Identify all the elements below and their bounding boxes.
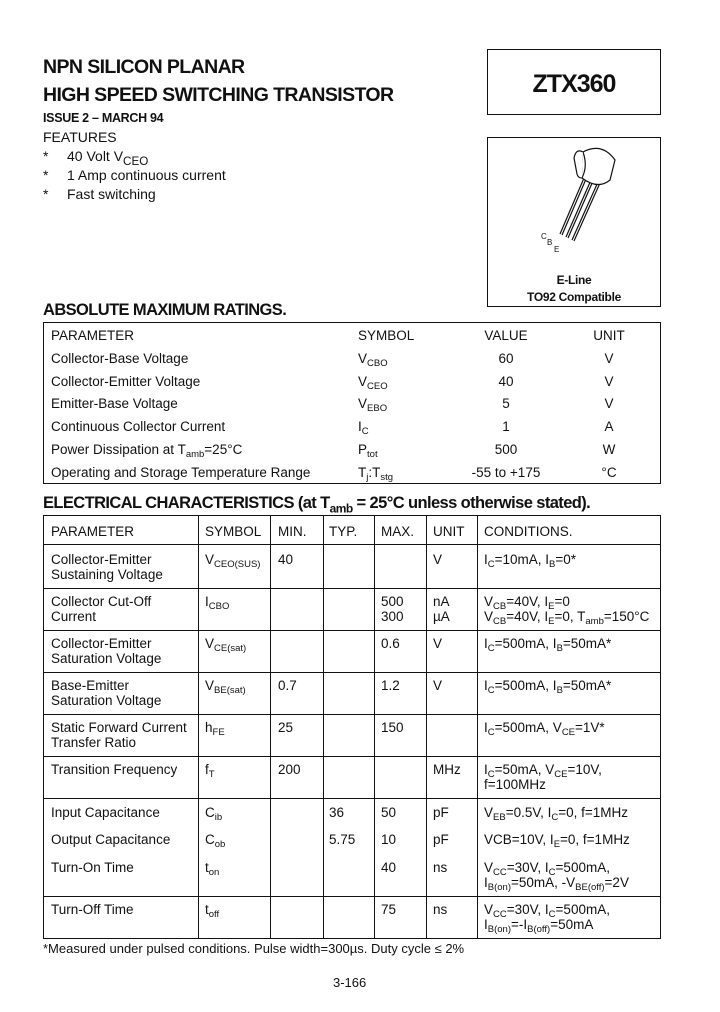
elec-symbol-sub: BE(sat) [214,685,246,696]
abs-param-post: =25°C [204,441,243,457]
elec-condition-line1-text: I [484,678,488,693]
abs-symbol-sub2: stg [380,471,394,483]
abs-symbol-sub: C [361,426,369,438]
elec-condition-line2-text: =-I [511,917,528,932]
elec-column-divider [270,516,271,938]
title-line-2: HIGH SPEED SWITCHING TRANSISTOR [43,84,394,106]
title-line-1: NPN SILICON PLANAR [43,56,245,78]
elec-unit: ns [433,902,448,917]
elec-column-divider [477,516,478,938]
elec-condition-line2-text: I [484,875,488,890]
elec-col-min: MIN. [278,524,307,539]
elec-condition-line1-sub: CE [554,769,568,780]
elec-condition-line1 [484,860,610,878]
abs-value: 40 [498,373,514,389]
feature-text-sub: CEO [123,154,149,168]
abs-symbol [358,441,378,460]
elec-condition-line1 [484,678,612,696]
elec-unit: V [433,636,443,651]
abs-unit: A [604,419,614,435]
abs-symbol [358,464,394,483]
elec-condition-line1-text: I [484,552,488,567]
abs-symbol-main: T [358,464,367,480]
bullet-star: * [43,167,49,183]
elec-row-divider [44,756,660,757]
page-number: 3-166 [333,975,367,990]
elec-condition-line1-sub: B [556,685,563,696]
elec-row-divider [44,672,660,673]
elec-max: 150 [381,720,404,735]
elec-condition-line2-text: =150°C [603,609,650,624]
elec-max: 1.2 [381,678,400,693]
elec-condition-line2-text: =2V [604,875,629,890]
elec-condition-line2 [484,875,629,893]
elec-row-divider [44,798,660,799]
abs-param [51,374,200,389]
abs-symbol-sub: j [366,471,369,483]
elec-condition-line1-sub: C [487,559,495,570]
elec-symbol [205,805,223,823]
elec-symbol-main: V [205,552,215,567]
abs-symbol-mid: :T [368,464,381,480]
elec-condition-line1-sub: CC [493,867,507,878]
elec-column-divider [198,516,199,938]
elec-max: 0.6 [381,636,400,651]
elec-condition-line1-sub: EB [493,812,506,823]
abs-value: 1 [502,419,510,435]
elec-max-2: 300 [381,609,404,624]
elec-condition-line1 [484,594,570,612]
elec-max: 75 [381,902,397,917]
abs-max-heading: ABSOLUTE MAXIMUM RATINGS. [43,301,287,319]
elec-condition-line2-sub: B(off) [527,924,551,935]
elec-symbol [205,678,246,696]
elec-symbol [205,594,230,612]
elec-condition-line1-text: =50mA* [562,636,612,651]
elec-condition-line2-sub: BE(off) [575,882,605,893]
elec-condition-line1-sub: C [487,769,495,780]
elec-condition-line1-text: V [484,860,494,875]
elec-symbol-sub: on [208,867,220,878]
elec-symbol [205,762,215,780]
elec-unit-2: µA [433,609,450,624]
elec-condition-line1-sub: C [548,909,556,920]
elec-condition-line2-text: =0, T [554,609,586,624]
elec-max: 10 [381,832,397,847]
elec-param-line1: Output Capacitance [51,832,171,847]
abs-symbol [358,396,388,415]
pin-label-c: C [541,232,547,241]
elec-symbol-sub: off [208,909,220,920]
elec-unit: V [433,678,443,693]
elec-max: 500 [381,594,404,609]
elec-col-typ: TYP. [329,524,358,539]
abs-param [51,465,310,480]
abs-param-text: Operating and Storage Temperature Range [51,464,311,480]
elec-unit: pF [433,805,449,820]
elec-min: 40 [278,552,294,567]
abs-symbol-sub: tot [367,448,378,460]
elec-param-line1: Collector Cut-Off [51,594,152,609]
abs-col-unit: UNIT [593,328,625,343]
elec-condition-line1-text: =10V, [567,762,602,777]
elec-condition-line1-sub: E [548,601,555,612]
elec-condition-line1-sub: CE [561,727,576,738]
elec-min: 25 [278,720,294,735]
elec-condition-line1-sub: C [487,643,495,654]
features-heading: FEATURES [43,129,117,145]
abs-unit: V [604,373,614,389]
elec-condition-line1 [484,762,602,780]
abs-col-symbol: SYMBOL [358,328,415,343]
abs-param [51,396,178,411]
elec-symbol-main: V [205,636,215,651]
elec-param-line2: Sustaining Voltage [51,567,163,582]
elec-col-unit: UNIT [433,524,465,539]
elec-condition-line1-text: VCB=10V, I [484,832,554,847]
abs-param-sub: amb [185,448,205,460]
elec-condition-line1-text: =500mA, [555,902,610,917]
elec-condition-line2-sub: E [548,616,555,627]
feature-text-main: 40 Volt V [67,148,124,164]
pin-label-b: B [547,238,553,247]
elec-condition-line1-text: =50mA, V [494,762,555,777]
elec-column-divider [323,516,324,938]
elec-param-line2: Saturation Voltage [51,693,162,708]
abs-symbol-main: P [358,441,368,457]
bullet-star: * [43,148,49,164]
elec-condition-line1-text: =0, f=1MHz [558,805,629,820]
elec-typ: 5.75 [329,832,356,847]
abs-unit: W [602,441,616,457]
elec-row-divider [44,714,660,715]
elec-col-max: MAX. [381,524,415,539]
abs-symbol [358,351,388,369]
elec-symbol [205,832,226,850]
elec-condition-line1-text: I [484,720,488,735]
feature-text [67,167,226,183]
elec-condition-line1-text: =30V, I [506,902,549,917]
elec-condition-line1-text: V [484,805,494,820]
package-compat: TO92 Compatible [527,290,621,304]
elec-symbol [205,636,247,654]
feature-text-main: Fast switching [67,186,156,202]
elec-symbol-main: V [205,678,215,693]
elec-condition-line2-text: f=100MHz [484,777,546,792]
elec-unit: nA [433,594,450,609]
abs-param [51,351,188,366]
elec-condition-line1-text: =50mA* [562,678,612,693]
elec-column-divider [426,516,427,938]
elec-unit: pF [433,832,449,847]
abs-param [51,441,243,460]
elec-heading-pre: ELECTRICAL CHARACTERISTICS (at T [43,494,330,512]
package-box [487,137,661,307]
elec-symbol-sub: CBO [208,601,230,612]
elec-condition-line2-sub: B(on) [487,924,511,935]
abs-value: 500 [494,441,518,457]
elec-row-divider [44,588,660,589]
abs-param-text: Emitter-Base Voltage [51,396,178,412]
abs-param-text: Collector-Emitter Voltage [51,373,201,389]
elec-col-symbol: SYMBOL [205,524,262,539]
elec-condition-line1-text: =0, f=1MHz [560,832,630,847]
elec-row-divider [44,630,660,631]
abs-param [51,419,225,434]
elec-condition-line1-sub: C [487,727,495,738]
elec-condition-line1-sub: E [553,839,561,850]
elec-symbol [205,552,261,570]
elec-col-parameter: PARAMETER [51,524,135,539]
abs-symbol-sub: CBO [367,358,388,369]
elec-heading [43,494,590,515]
elec-condition-line1-text: =500mA, I [494,678,557,693]
elec-condition-line1-text: =40V, I [506,594,549,609]
abs-unit: V [604,351,614,366]
elec-condition-line1-sub: C [551,812,559,823]
elec-condition-line1-sub: B [556,643,563,654]
footnote: *Measured under pulsed conditions. Pulse width=300µs. Duty cycle ≤ 2% [43,941,465,956]
abs-symbol-sub: EBO [367,403,388,415]
abs-unit: °C [601,464,617,480]
elec-condition-line1 [484,805,629,823]
bullet-star: * [43,186,49,202]
elec-symbol-sub: CE(sat) [214,643,247,654]
elec-symbol-sub: FE [212,727,225,738]
elec-condition-line2-text: I [484,917,488,932]
abs-symbol-sub: CEO [367,380,388,392]
part-number-box [487,49,661,115]
elec-symbol-sub: ib [214,812,223,823]
abs-param-text: Continuous Collector Current [51,419,226,435]
elec-condition-line1 [484,552,577,570]
elec-unit: ns [433,860,448,875]
elec-condition-line1-text: =500mA, V [494,720,562,735]
feature-text [67,186,156,202]
elec-condition-line1-text: I [484,636,488,651]
elec-condition-line1-sub: CC [493,909,507,920]
elec-condition-line1-text: =0* [555,552,577,567]
elec-symbol-main: t [205,860,209,875]
abs-symbol [358,419,369,438]
elec-unit: V [433,552,443,567]
elec-condition-line1-text: =0.5V, I [505,805,552,820]
abs-unit: V [604,396,614,412]
elec-condition-line2 [484,917,594,935]
elec-symbol-main: C [205,805,215,820]
elec-condition-line1-text: V [484,902,494,917]
elec-symbol-main: I [205,594,209,609]
elec-condition-line2-text: =50mA [550,917,594,932]
abs-symbol-main: V [358,351,368,366]
elec-param-line1: Turn-Off Time [51,902,134,917]
elec-max: 50 [381,805,397,820]
elec-heading-post: = 25°C unless otherwise stated). [352,494,591,512]
elec-param-line1: Turn-On Time [51,860,134,875]
elec-typ: 36 [329,805,345,820]
pin-label-e: E [554,245,560,254]
elec-col-conditions: CONDITIONS. [484,524,573,539]
elec-condition-line1-text: I [484,762,488,777]
elec-param-line2: Transfer Ratio [51,735,137,750]
elec-param-line1: Collector-Emitter [51,552,152,567]
elec-condition-line2-text: =40V, I [506,609,549,624]
elec-table [43,515,661,939]
elec-condition-line1 [484,720,605,738]
package-name: E-Line [556,273,592,287]
elec-condition-line1 [484,636,612,654]
abs-symbol-main: V [358,396,368,412]
abs-value: 60 [498,351,514,366]
elec-condition-line2-sub: amb [585,616,604,627]
elec-symbol [205,902,220,920]
elec-condition-line1-sub: B [549,559,556,570]
abs-col-value: VALUE [484,328,528,343]
abs-symbol [358,373,388,392]
elec-condition-line1-text: =10mA, I [494,552,550,567]
elec-condition-line1-sub: C [487,685,495,696]
elec-condition-line2-sub: B(on) [487,882,511,893]
abs-param-text: Collector-Base Voltage [51,351,189,366]
abs-symbol-main: I [358,419,362,435]
elec-max: 40 [381,860,397,875]
elec-condition-line1-sub: C [548,867,556,878]
elec-param-line2: Saturation Voltage [51,651,162,666]
abs-symbol-main: V [358,373,368,389]
abs-value: 5 [502,396,510,412]
elec-symbol-main: C [205,832,215,847]
elec-symbol [205,860,220,878]
feature-text [67,148,148,168]
elec-symbol-main: t [205,902,209,917]
elec-param-line1: Collector-Emitter [51,636,152,651]
elec-condition-line2-text: V [484,609,494,624]
elec-condition-line1-text: V [484,594,494,609]
elec-condition-line2 [484,609,650,627]
elec-condition-line2 [484,777,546,792]
elec-condition-line1-text: =30V, I [506,860,549,875]
elec-condition-line1-text: =500mA, I [494,636,557,651]
feature-text-main: 1 Amp continuous current [67,167,226,183]
elec-symbol-main: h [205,720,213,735]
abs-max-table [43,322,661,484]
issue-date: ISSUE 2 – MARCH 94 [43,111,164,125]
elec-condition-line2-sub: CB [493,616,507,627]
abs-col-parameter: PARAMETER [51,328,135,343]
elec-unit: MHz [433,762,461,777]
elec-condition-line1-text: =1V* [575,720,605,735]
abs-value: -55 to +175 [471,464,541,480]
elec-condition-line1 [484,902,610,920]
elec-column-divider [374,516,375,938]
elec-condition-line1-sub: CB [493,601,507,612]
elec-param-line1: Input Capacitance [51,805,160,820]
to92-package-drawing [488,138,660,268]
elec-condition-line2-text: =50mA, -V [511,875,576,890]
elec-row-divider [44,896,660,897]
elec-symbol-main: f [205,762,209,777]
elec-param-line2: Current [51,609,97,624]
abs-param-text: Power Dissipation at T [51,441,186,457]
elec-symbol [205,720,225,738]
part-number: ZTX360 [532,70,616,98]
elec-param-line1: Transition Frequency [51,762,178,777]
elec-condition-line1 [484,832,630,850]
elec-param-line1: Base-Emitter [51,678,130,693]
elec-condition-line1-text: =0 [554,594,570,609]
elec-symbol-sub: ob [214,839,226,850]
elec-min: 0.7 [278,678,297,693]
elec-heading-sub: amb [329,501,353,516]
elec-header-divider [44,544,660,545]
elec-param-line1: Static Forward Current [51,720,187,735]
elec-symbol-sub: CEO(SUS) [214,559,261,570]
elec-condition-line1-text: =500mA, [555,860,610,875]
elec-symbol-sub: T [208,769,215,780]
elec-min: 200 [278,762,301,777]
